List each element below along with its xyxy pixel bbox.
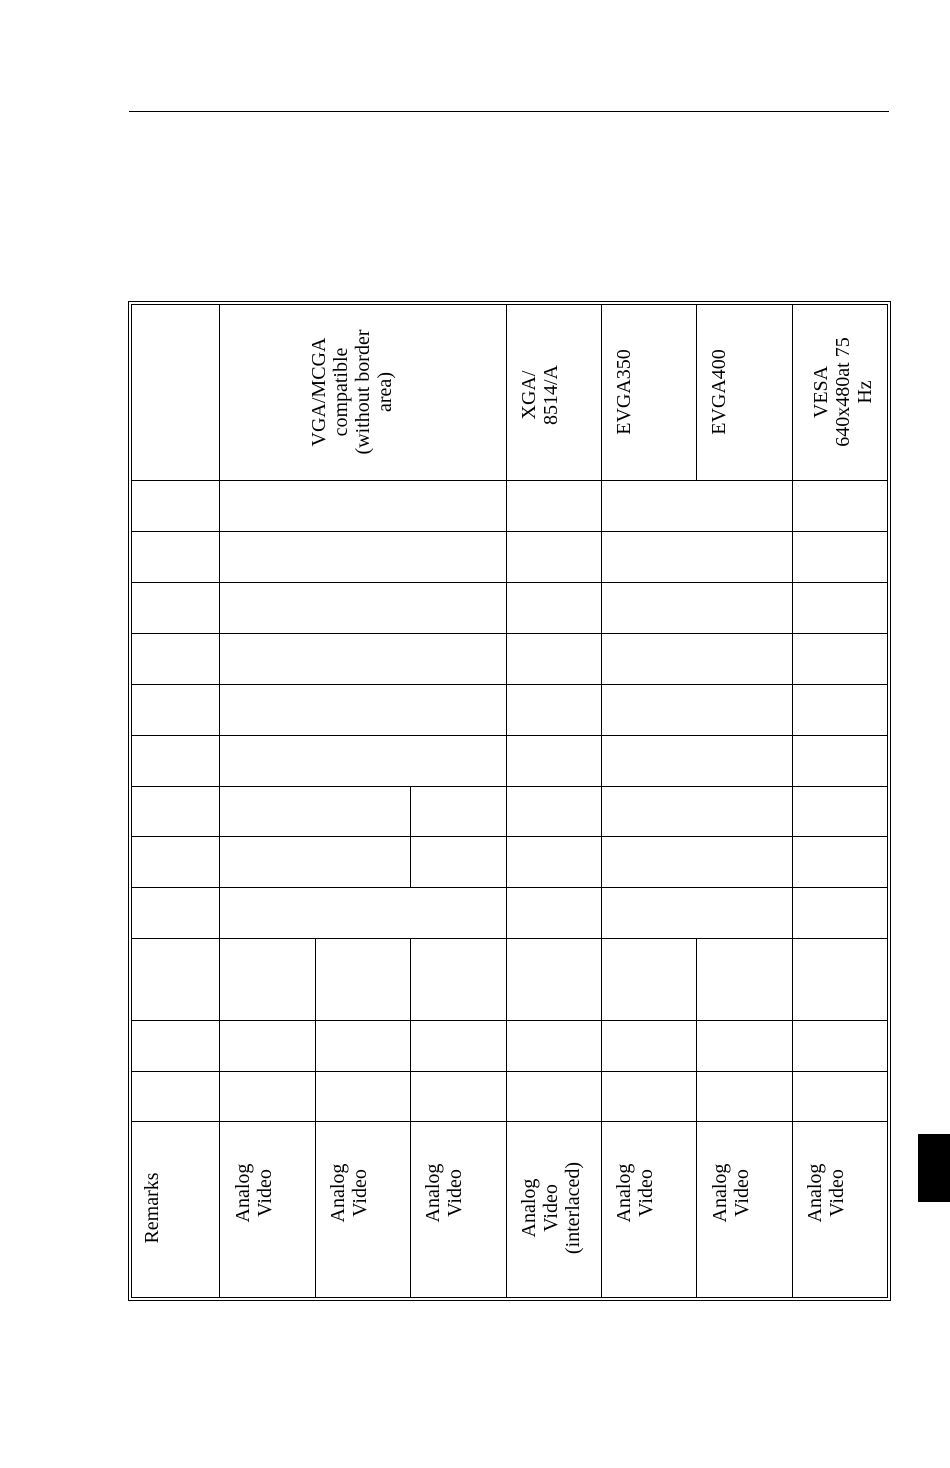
remarks-cell-line: Video [254, 1169, 276, 1217]
column-divider [601, 304, 602, 1297]
row-divider [131, 938, 887, 939]
remarks-cell-line: (interlaced) [562, 1161, 584, 1255]
remarks-label [141, 1172, 163, 1243]
row-divider [131, 1121, 887, 1122]
header-xga-line: 8514/A [540, 365, 562, 425]
header-vga-mcga [308, 330, 396, 455]
remarks-cell-line: Video [540, 1184, 562, 1232]
remarks-cell [422, 1164, 466, 1223]
header-vesa-line: 640x480at 75 [832, 337, 854, 447]
remarks-cell-line: Analog [709, 1163, 731, 1223]
header-evga400-label: EVGA400 [708, 349, 730, 435]
remarks-cell-line: Video [731, 1169, 753, 1217]
row-divider [131, 582, 887, 583]
remarks-cell [804, 1164, 848, 1223]
row-divider [131, 735, 887, 736]
header-vga-mcga-line: (without border [352, 329, 374, 455]
remarks-cell-line: Analog [422, 1163, 444, 1223]
remarks-label-text: Remarks [141, 1172, 163, 1244]
row-divider [131, 836, 887, 837]
remarks-cell-line: Analog [613, 1163, 635, 1223]
header-vesa-line: Hz [854, 380, 876, 404]
header-evga350 [613, 349, 635, 435]
remarks-cell-line: Video [444, 1169, 466, 1217]
header-vesa-line: VESA [810, 365, 832, 419]
header-vesa [810, 337, 876, 446]
column-divider [410, 938, 411, 1297]
thumb-index-tab [918, 1134, 950, 1202]
column-divider [219, 304, 220, 1297]
row-divider [131, 531, 887, 532]
row-divider [131, 1020, 887, 1021]
remarks-cell-line: Analog [518, 1178, 540, 1238]
header-evga350-label: EVGA350 [613, 349, 635, 435]
remarks-cell-line: Video [826, 1169, 848, 1217]
column-divider [696, 938, 697, 1297]
table-inner-border [131, 304, 888, 1298]
remarks-cell [327, 1164, 371, 1223]
remarks-cell [613, 1164, 657, 1223]
row-divider [131, 1071, 887, 1072]
header-xga [518, 365, 562, 425]
header-rule [129, 111, 889, 112]
remarks-cell-line: Analog [232, 1163, 254, 1223]
row-divider [131, 887, 887, 888]
column-divider [506, 304, 507, 1297]
header-xga-line: XGA/ [518, 370, 540, 420]
remarks-cell-line: Analog [804, 1163, 826, 1223]
remarks-cell [232, 1164, 276, 1223]
column-divider [315, 938, 316, 1297]
header-vga-mcga-line: VGA/MCGA [308, 337, 330, 447]
header-evga400 [708, 349, 730, 435]
remarks-cell [709, 1164, 753, 1223]
header-vga-mcga-line: compatible [330, 347, 352, 437]
column-divider [696, 304, 697, 480]
remarks-cell-line: Video [349, 1169, 371, 1217]
row-divider [131, 786, 887, 787]
remarks-cell-line: Video [635, 1169, 657, 1217]
column-divider [792, 304, 793, 1297]
row-divider [131, 633, 887, 634]
row-divider [131, 684, 887, 685]
remarks-cell-line: Analog [327, 1163, 349, 1223]
row-divider [131, 480, 887, 481]
header-vga-mcga-line: area) [374, 372, 396, 412]
remarks-cell [518, 1162, 584, 1254]
